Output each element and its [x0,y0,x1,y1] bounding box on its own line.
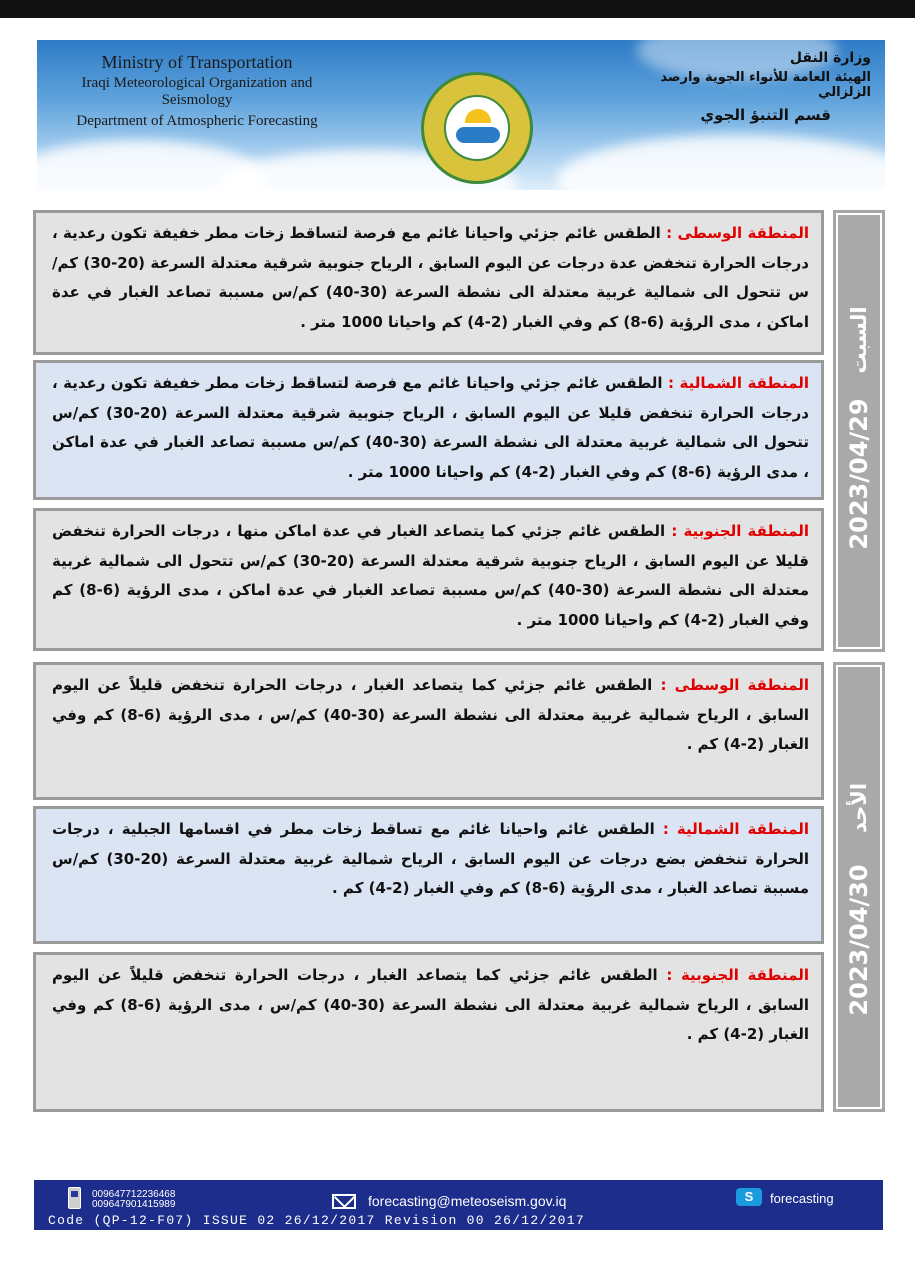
day-block-sunday [833,662,885,1112]
forecast-row [33,806,824,944]
english-title-block [57,52,337,130]
department-name-en: Department of Atmospheric Forecasting [76,113,318,129]
region-forecast: الطقس غائم واحيانا غائم مع تساقط زخات مطر في اقسامها الجبلية ، درجات الحرارة تنخفض بضع درجات عن اليوم السابق ، الرياح شمالية غربية معتدلة السرعة (20-30) كم/س مسببة تصاعد الغبار ، مدى الرؤية (6-8) كم وفي الغبار (2-4) كم . [52,820,809,897]
day-date: 2023/04/29 [845,398,873,550]
region-label: المنطقة الوسطى : [666,224,809,242]
phone-icon [68,1187,81,1209]
region-forecast: الطقس غائم جزئي واحيانا غائم مع فرصة لتساقط زخات مطر خفيفة تكون رعدية ، درجات الحرارة تنخفض قليلا عن اليوم السابق ، الرياح جنوبية شرقية معتدلة السرعة (20-30) كم/س تتحول الى شمالية غربية معتدلة الى نشطة السرعة (30-40) كم/س مسببة تصاعد الغبار في عدة اماكن ، مدى الرؤية (6-8) كم وفي الغبار (2-4) كم واحيانا 1000 متر . [52,374,809,481]
skype-icon: S [736,1188,762,1206]
forecast-text [52,219,809,337]
forecast-row [33,360,824,500]
top-bar [0,0,915,18]
forecast-row [33,662,824,800]
region-label: المنطقة الشمالية : [668,374,809,392]
forecast-text [52,369,809,487]
region-forecast: الطقس غائم جزئي كما يتصاعد الغبار ، درجات الحرارة تنخفض قليلاً عن اليوم السابق ، الرياح شمالية غربية معتدلة الى نشطة السرعة (30-40) كم/س ، مدى الرؤية (6-8) كم وفي الغبار (2-4) كم . [52,676,809,753]
skype-handle[interactable]: forecasting [770,1191,834,1206]
phone-number-2: 009647901415989 [92,1199,176,1210]
region-label: المنطقة الشمالية : [662,820,809,838]
mail-icon [332,1194,356,1209]
day-block-saturday [833,210,885,652]
region-forecast: الطقس غائم جزئي واحيانا غائم مع فرصة لتساقط زخات مطر خفيفة تكون رعدية ، درجات الحرارة تنخفض عدة درجات عن اليوم السابق ، الرياح جنوبية شرقية معتدلة السرعة (20-30) كم/س تتحول الى شمالية غربية معتدلة الى نشطة السرعة (30-40) كم/س مسببة تصاعد الغبار في عدة اماكن ، مدى الرؤية (6-8) كم وفي الغبار (2-4) كم واحيانا 1000 متر . [52,224,809,331]
email-link[interactable]: forecasting@meteoseism.gov.iq [368,1193,567,1209]
ministry-name-ar: وزارة النقل [789,50,871,66]
phone-numbers [92,1190,175,1210]
region-label: المنطقة الجنوبية : [671,522,809,540]
region-forecast: الطقس غائم جزئي كما يتصاعد الغبار في عدة اماكن منها ، درجات الحرارة تنخفض قليلا عن اليوم السابق ، الرياح جنوبية شرقية معتدلة السرعة (20-30) كم/س تتحول الى شمالية غربية معتدلة الى نشطة السرعة (30-40) كم/س مسببة تصاعد الغبار في عدة اماكن ، مدى الرؤية (6-8) كم وفي الغبار (2-4) كم واحيانا 1000 متر . [52,522,809,629]
forecast-row [33,210,824,355]
organization-name-en: Iraqi Meteorological Organization and Seismology [81,75,313,108]
day-date: 2023/04/30 [845,864,873,1016]
department-name-ar: قسم التنبؤ الجوي [700,106,831,124]
ministry-name-en: Ministry of Transportation [101,52,293,72]
region-label: المنطقة الجنوبية : [666,966,809,984]
footer-bar [34,1180,883,1230]
forecast-row [33,952,824,1112]
forecast-row [33,508,824,651]
forecast-text [52,961,809,1050]
forecast-text [52,671,809,760]
document-code: Code (QP-12-F07) ISSUE 02 26/12/2017 Revision 00 26/12/2017 [48,1213,585,1228]
day-name: الأحد [847,782,871,833]
arabic-title-block [611,50,871,124]
day-name: السبت [847,306,871,374]
logo-emblem [421,72,533,184]
organization-name-ar: الهيئة العامة للأنواء الجوية وارصد الزلزالي [660,70,871,100]
region-forecast: الطقس غائم جزئي كما يتصاعد الغبار ، درجات الحرارة تنخفض قليلاً عن اليوم السابق ، الرياح شمالية غربية معتدلة الى نشطة السرعة (30-40) كم/س ، مدى الرؤية (6-8) كم وفي الغبار (2-4) كم . [52,966,809,1043]
phone-number-1: 009647712236468 [92,1189,176,1200]
forecast-text [52,517,809,635]
forecast-text [52,815,809,904]
header-banner [37,40,885,190]
region-label: المنطقة الوسطى : [660,676,809,694]
